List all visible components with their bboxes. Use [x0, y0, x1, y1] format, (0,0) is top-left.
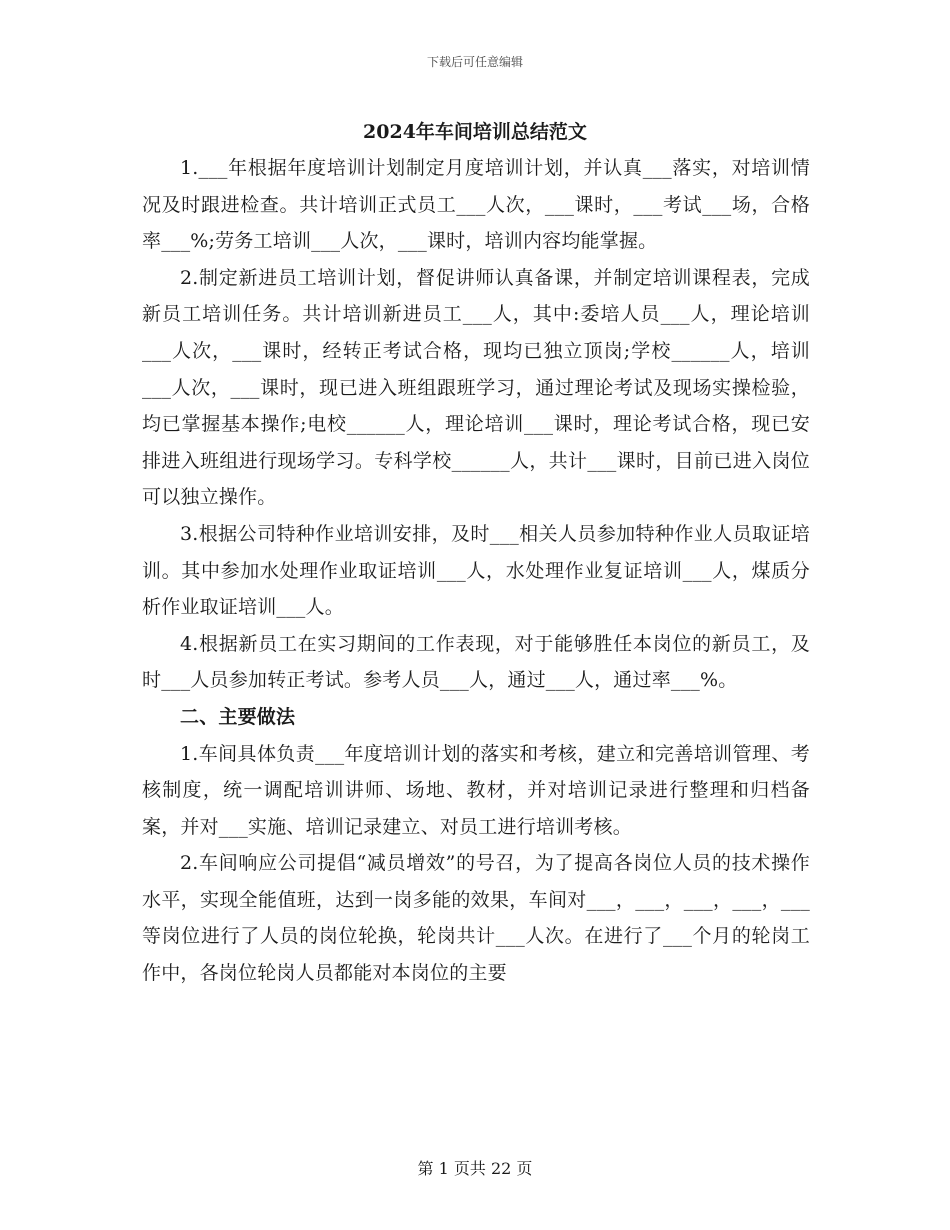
section2-paragraph-2: 2.车间响应公司提倡“减员增效”的号召，为了提高各岗位人员的技术操作水平，实现全能值班，达到一岗多能的效果，车间对___，___，___，___，___等岗位进行了人员的岗位轮换，轮岗共计___人次。在进行了___个月的轮岗工作中，各岗位轮岗人员都能对本岗位的主要 — [142, 852, 810, 985]
paragraph-3: 3.根据公司特种作业培训安排，及时___相关人员参加特种作业人员取证培训。其中参加水处理作业取证培训___人，水处理作业复证培训___人，煤质分析作业取证培训___人。 — [142, 522, 810, 619]
document-body — [142, 150, 810, 992]
document-title: 2024年车间培训总结范文 — [363, 121, 587, 143]
paragraph-1: 1.___年根据年度培训计划制定月度培训计划，并认真___落实，对培训情况及时跟进检查。共计培训正式员工___人次，___课时，___考试___场，合格率___%;劳务工培训___人次，___课时，培训内容均能掌握。 — [142, 157, 810, 253]
header-note: 下载后可任意编辑 — [426, 55, 523, 69]
section-heading: 二、主要做法 — [180, 705, 296, 728]
paragraph-2: 2.制定新进员工培训计划，督促讲师认真备课，并制定培训课程表，完成新员工培训任务。共计培训新进员工___人，其中:委培人员___人，理论培训___人次，___课时，经转正考试合格，现均已独立顶岗;学校______人，培训___人次，___课时，现已进入班组跟班学习，通过理论考试及现场实操检验，均已掌握基本操作;电校______人，理论培训___课时，理论考试合格，现已安排进入班组进行现场学习。专科学校______人，共计___课时，目前已进入岗位可以独立操作。 — [142, 266, 810, 509]
paragraph-4: 4.根据新员工在实习期间的工作表现，对于能够胜任本岗位的新员工，及时___人员参加转正考试。参考人员___人，通过___人，通过率___%。 — [142, 632, 810, 692]
page-footer: 第 1 页共 22 页 — [417, 1159, 533, 1178]
section2-paragraph-1: 1.车间具体负责___年度培训计划的落实和考核，建立和完善培训管理、考核制度，统一调配培训讲师、场地、教材，并对培训记录进行整理和归档备案，并对___实施、培训记录建立、对员工进行培训考核。 — [142, 742, 810, 838]
